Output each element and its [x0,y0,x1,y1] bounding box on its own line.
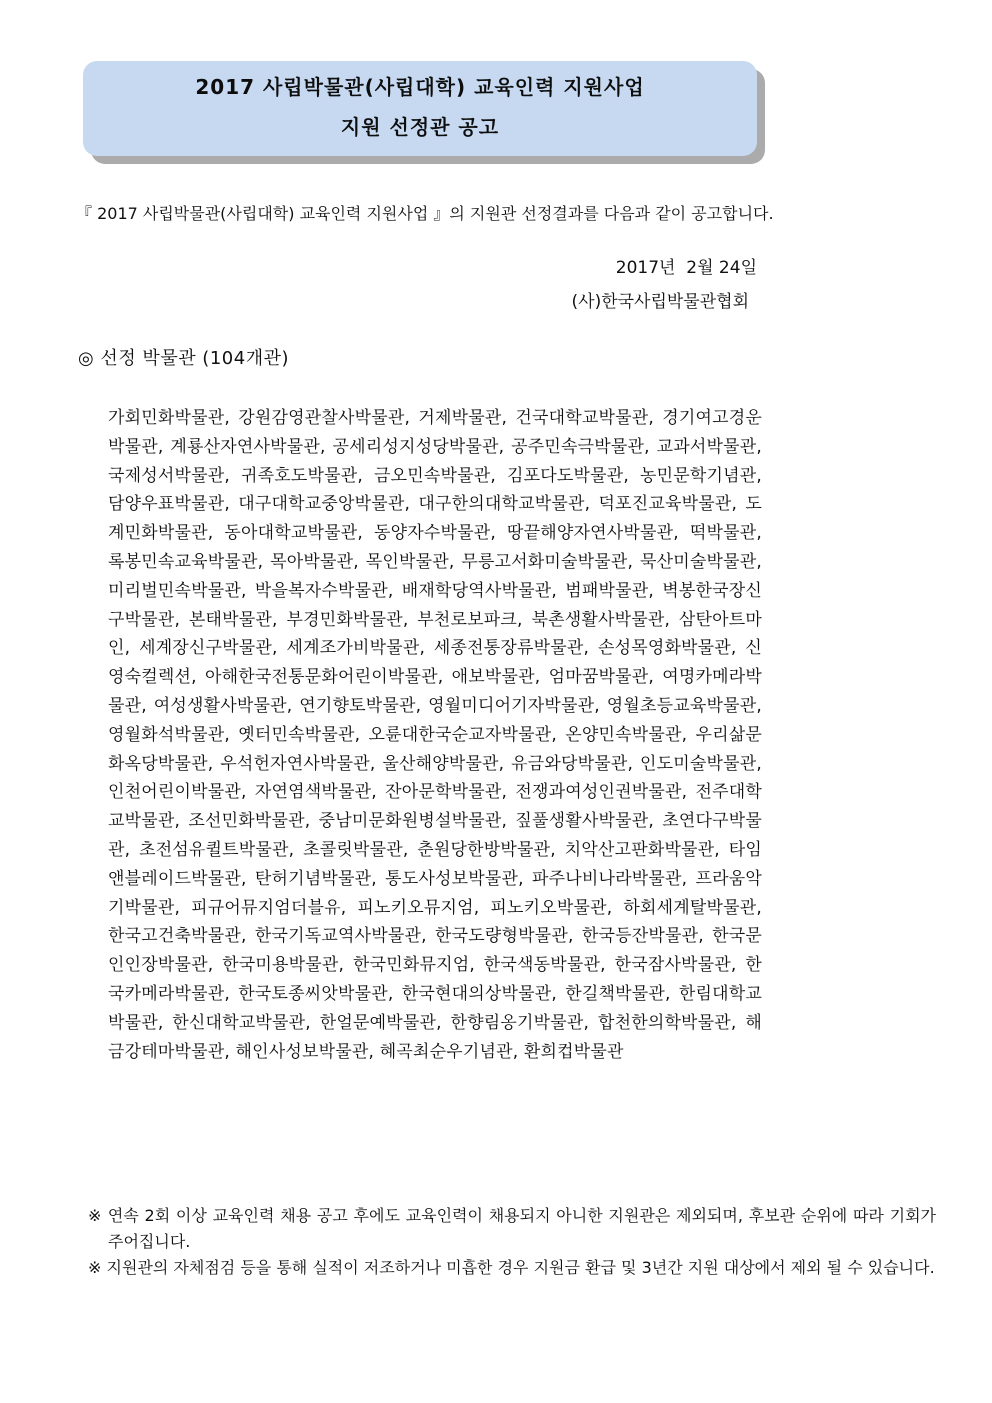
selected-museums-section-header: ◎ 선정 박물관 (104개관) [78,348,289,369]
title-box [83,61,757,156]
footnote-text: 지원관의 자체점검 등을 통해 실적이 저조하거나 미흡한 경우 지원금 환급 및 3년간 지원 대상에서 제외 될 수 있습니다. [106,1258,935,1277]
date-org-block [68,251,757,319]
footnote-marker: ※ [88,1206,103,1225]
footnote-text: 연속 2회 이상 교육인력 채용 공고 후에도 교육인력이 채용되지 아니한 지원관은 제외되며, 후보관 순위에 따라 기회가 주어집니다. [107,1206,936,1251]
announcement-date: 2017년 2월 24일 [615,258,757,278]
selected-museums-list: 가회민화박물관, 강원감영관찰사박물관, 거제박물관, 건국대학교박물관, 경기여고경운박물관, 계룡산자연사박물관, 공세리성지성당박물관, 공주민속극박물관, 교과서박물관, 국제성서박물관, 귀족호도박물관, 금오민속박물관, 김포다도박물관, 농민문학기념관, 담양우표박물관, 대구대학교중앙박물관, 대구한의대학교박물관, 덕포진교육박물관, 도계민화박물관, 동아대학교박물관, 동양자수박물관, 땅끝해양자연사박물관, 떡박물관, 록봉민속교육박물관, 목아박물관, 목인박물관, 무릉고서화미술박물관, 묵산미술박물관, 미리벌민속박물관, 박을복자수박물관, 배재학당역사박물관, 범패박물관, 벽봉한국장신구박물관, 본태박물관, 부경민화박물관, 부천로보파크, 북촌생활사박물관, 삼탄아트마인, 세계장신구박물관, 세계조가비박물관, 세종전통장류박물관, 손성목영화박물관, 신영숙컬렉션, 아해한국전통문화어린이박물관, 애보박물관, 엄마꿈박물관, 여명카메라박물관, 여성생활사박물관, 연기향토박물관, 영월미디어기자박물관, 영월초등교육박물관, 영월화석박물관, 옛터민속박물관, 오륜대한국순교자박물관, 온양민속박물관, 우리삶문화옥당박물관, 우석헌자연사박물관, 울산해양박물관, 유금와당박물관, 인도미술박물관, 인천어린이박물관, 자연염색박물관, 잔아문학박물관, 전쟁과여성인권박물관, 전주대학교박물관, 조선민화박물관, 중남미문화원병설박물관, 짚풀생활사박물관, 초연다구박물관, 초전섬유퀼트박물관, 초콜릿박물관, 춘원당한방박물관, 치악산고판화박물관, 타임앤블레이드박물관, 탄허기념박물관, 통도사성보박물관, 파주나비나라박물관, 프라움악기박물관, 피규어뮤지엄더블유, 피노키오뮤지엄, 피노키오박물관, 하회세계탈박물관, 한국고건축박물관, 한국기독교역사박물관, 한국도량형박물관, 한국등잔박물관, 한국문인인장박물관, 한국미용박물관, 한국민화뮤지엄, 한국색동박물관, 한국잠사박물관, 한국카메라박물관, 한국토종씨앗박물관, 한국현대의상박물관, 한길책박물관, 한림대학교박물관, 한신대학교박물관, 한얼문예박물관, 한향림옹기박물관, 합천한의학박물관, 해금강테마박물관, 해인사성보박물관, 혜곡최순우기념관, 환희컵박물관 [108,408,762,1062]
footnote-item [88,1255,936,1281]
document-title-line1: 2017 사립박물관(사립대학) 교육인력 지원사업 [195,75,645,99]
footnote-marker: ※ [88,1258,102,1277]
document-title-line2: 지원 선정관 공고 [340,115,500,139]
organization-name: (사)한국사립박물관협회 [571,292,749,312]
footnotes [88,1203,936,1281]
intro-paragraph: 『 2017 사립박물관(사립대학) 교육인력 지원사업 』의 지원관 선정결과를 다음과 같이 공고합니다. [76,204,774,223]
footnote-item [88,1203,936,1255]
